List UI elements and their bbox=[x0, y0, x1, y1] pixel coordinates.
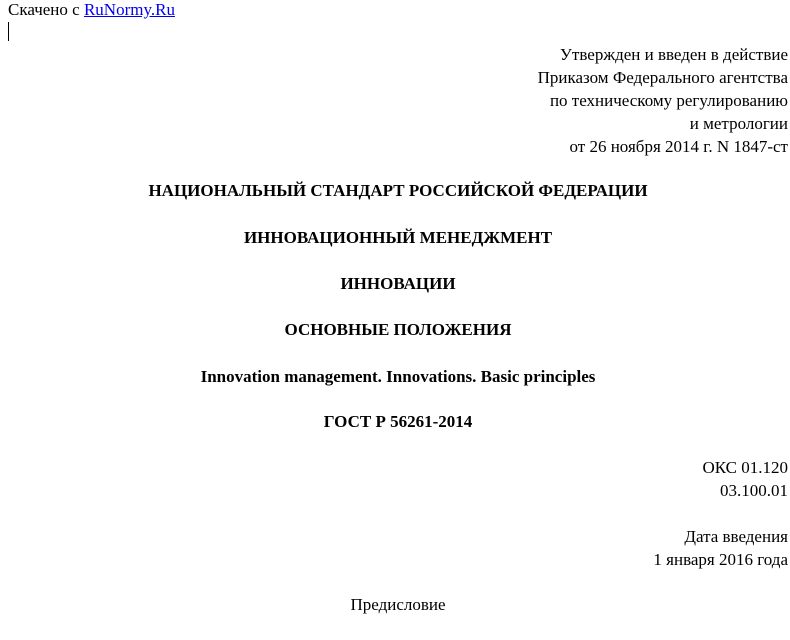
runormy-link[interactable]: RuNormy.Ru bbox=[83, 0, 175, 19]
basic-principles-heading: ОСНОВНЫЕ ПОЛОЖЕНИЯ bbox=[284, 320, 512, 339]
source-line bbox=[8, 0, 175, 20]
innovations-heading: ИННОВАЦИИ bbox=[340, 274, 456, 293]
approval-line: по техническому регулированию bbox=[549, 91, 788, 110]
approval-block bbox=[538, 43, 788, 158]
national-standard-heading: НАЦИОНАЛЬНЫЙ СТАНДАРТ РОССИЙСКОЙ ФЕДЕРАЦИИ bbox=[148, 181, 648, 200]
approval-line: и метрологии bbox=[689, 114, 788, 133]
english-title: Innovation management. Innovations. Basic principles bbox=[200, 367, 596, 386]
gost-number: ГОСТ Р 56261-2014 bbox=[323, 412, 473, 431]
source-prefix: Скачено с bbox=[8, 0, 84, 19]
foreword-heading: Предисловие bbox=[350, 595, 446, 614]
approval-line: от 26 ноября 2014 г. N 1847-ст bbox=[569, 137, 788, 156]
approval-line: Приказом Федерального агентства bbox=[537, 68, 788, 87]
introduction-date-value: 1 января 2016 года bbox=[653, 550, 788, 569]
oks-classification bbox=[702, 456, 788, 502]
introduction-date-block bbox=[653, 525, 788, 571]
text-cursor bbox=[8, 22, 9, 41]
introduction-date-label: Дата введения bbox=[684, 527, 788, 546]
oks-code-2: 03.100.01 bbox=[720, 481, 788, 500]
oks-code-1: ОКС 01.120 bbox=[702, 458, 788, 477]
innovation-management-heading: ИННОВАЦИОННЫЙ МЕНЕДЖМЕНТ bbox=[243, 228, 553, 247]
approval-line: Утвержден и введен в действие bbox=[559, 45, 788, 64]
